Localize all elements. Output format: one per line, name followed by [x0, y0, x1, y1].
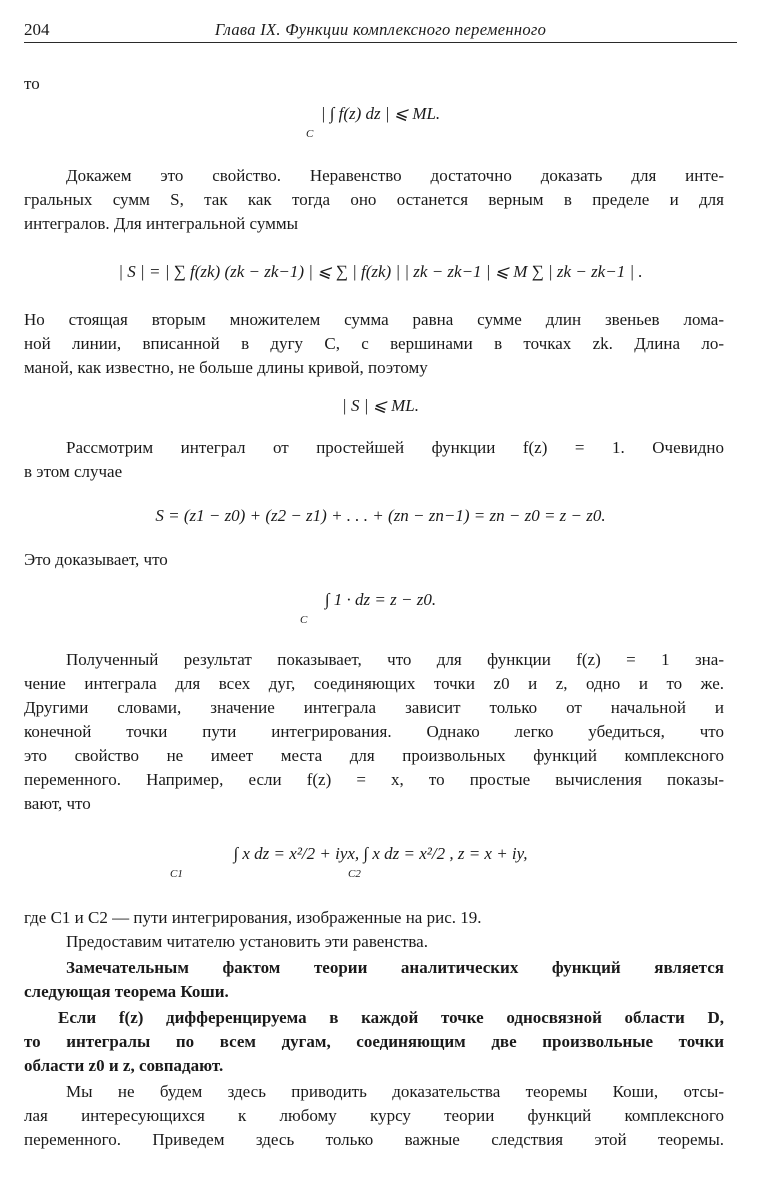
- formula-telescoping-sum: S = (z1 − z0) + (z2 − z1) + . . . + (zn − zn−1) = zn − z0 = z − z0.: [155, 506, 606, 525]
- running-header: [24, 20, 737, 43]
- formula-integral-bound: [0, 100, 761, 140]
- integral-subscript: C1: [170, 868, 183, 880]
- text-line: ной линии, вписанной в дугу C, с вершинами в точках zk. Длина ло-: [24, 334, 724, 353]
- text-line: в этом случае: [24, 462, 123, 481]
- page-number: 204: [24, 20, 50, 39]
- text-line: где C1 и C2 — пути интегрирования, изображенные на рис. 19.: [24, 908, 482, 927]
- theorem-line: то интегралы по всем дугам, соединяющим две произвольные точки: [24, 1032, 724, 1051]
- text-line: Рассмотрим интеграл от простейшей функции f(z) = 1. Очевидно: [66, 438, 724, 457]
- text-line: лая интересующихся к любому курсу теории функций комплексного: [24, 1106, 724, 1125]
- text-line: переменного. Приведем здесь только важные следствия этой теоремы.: [24, 1130, 724, 1149]
- text-line: Это доказывает, что: [24, 550, 168, 569]
- text-line: следующая теорема Коши.: [24, 982, 229, 1001]
- text-line: маной, как известно, не больше длины кривой, поэтому: [24, 358, 428, 377]
- text-line: вают, что: [24, 794, 91, 813]
- text-line: Другими словами, значение интеграла зависит только от начальной и: [24, 698, 724, 717]
- formula-integral-one: [0, 586, 761, 626]
- running-title: Глава IX. Функции комплексного переменного: [214, 20, 547, 39]
- theorem-line: области z0 и z, совпадают.: [24, 1056, 224, 1075]
- formula-sum-estimate: | S | = | ∑ f(zk) (zk − zk−1) | ⩽ ∑ | f(zk) | | zk − zk−1 | ⩽ M ∑ | zk − zk−1 | .: [118, 262, 643, 281]
- formula-text: ∫ x dz = x²/2 + iyx, ∫ x dz = x²/2 , z = x + iy,: [233, 844, 528, 863]
- text-line: Полученный результат показывает, что для функции f(z) = 1 зна-: [66, 650, 724, 669]
- text-line: Докажем это свойство. Неравенство достаточно доказать для инте-: [66, 166, 724, 185]
- text-line: переменного. Например, если f(z) = x, то простые вычисления показы-: [24, 770, 724, 789]
- text-line: Но стоящая вторым множителем сумма равна сумме длин звеньев лома-: [24, 310, 724, 329]
- formula-sum-bound: | S | ⩽ ML.: [342, 396, 419, 415]
- integral-subscript: C: [300, 614, 308, 626]
- formula-text: ∫ 1 · dz = z − z0.: [324, 590, 437, 609]
- theorem-line: Если f(z) дифференцируема в каждой точке односвязной области D,: [58, 1008, 724, 1027]
- text-line: это свойство не имеет места для произвольных функций комплексного: [24, 746, 724, 765]
- text-line: конечной точки пути интегрирования. Однако легко убедиться, что: [24, 722, 724, 741]
- text-line: интегралов. Для интегральной суммы: [24, 214, 299, 233]
- text-line: Предоставим читателю установить эти равенства.: [66, 932, 428, 951]
- text-line: чение интеграла для всех дуг, соединяющих точки z0 и z, одно и то же.: [24, 674, 724, 693]
- integral-subscript: C: [306, 128, 314, 140]
- formula-two-paths: [0, 840, 761, 880]
- text-line: то: [24, 74, 40, 93]
- text-line: гральных сумм S, так как тогда оно останется верным в пределе и для: [24, 190, 724, 209]
- integral-subscript: C2: [348, 868, 361, 880]
- text-line: Мы не будем здесь приводить доказательства теоремы Коши, отсы-: [66, 1082, 724, 1101]
- text-line: Замечательным фактом теории аналитических функций является: [66, 958, 724, 977]
- formula-text: | ∫ f(z) dz | ⩽ ML.: [320, 104, 441, 123]
